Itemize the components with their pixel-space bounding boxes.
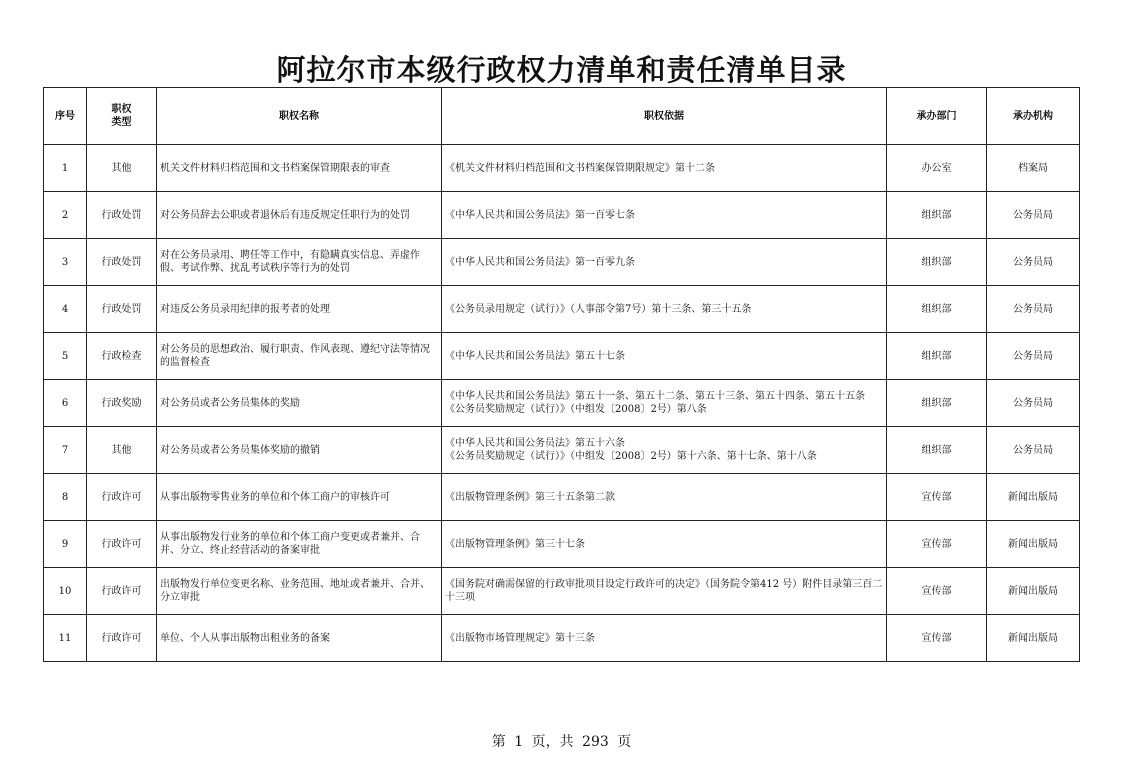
cell-type: 行政处罚	[87, 192, 157, 239]
table-row	[44, 145, 1080, 192]
power-list-table	[43, 87, 1080, 662]
cell-name: 对在公务员录用、聘任等工作中，有隐瞒真实信息、弄虚作假、考试作弊、扰乱考试秩序等行为的处罚	[157, 239, 442, 286]
cell-basis: 《中华人民共和国公务员法》第一百零九条	[442, 239, 887, 286]
cell-org: 公务员局	[987, 333, 1080, 380]
table-row	[44, 474, 1080, 521]
footer-prefix: 第	[491, 734, 506, 750]
cell-org: 公务员局	[987, 286, 1080, 333]
cell-basis: 《国务院对确需保留的行政审批项目设定行政许可的决定》（国务院令第412 号）附件目录第三百二十三项	[442, 568, 887, 615]
cell-type: 其他	[87, 145, 157, 192]
cell-type: 行政许可	[87, 474, 157, 521]
page-footer	[0, 731, 1123, 751]
header-type: 职权 类型	[87, 88, 157, 145]
cell-org: 公务员局	[987, 427, 1080, 474]
header-name: 职权名称	[157, 88, 442, 145]
page-title: 阿拉尔市本级行政权力清单和责任清单目录	[276, 53, 847, 87]
cell-name: 机关文件材料归档范围和文书档案保管期限表的审查	[157, 145, 442, 192]
cell-name: 出版物发行单位变更名称、业务范围、地址或者兼并、合并、分立审批	[157, 568, 442, 615]
cell-seq: 10	[44, 568, 87, 615]
table-row	[44, 521, 1080, 568]
cell-basis: 《中华人民共和国公务员法》第五十六条 《公务员奖励规定（试行）》（中组发〔2008〕2号）第十六条、第十七条、第十八条	[442, 427, 887, 474]
cell-type: 行政检查	[87, 333, 157, 380]
table-row	[44, 380, 1080, 427]
cell-seq: 8	[44, 474, 87, 521]
cell-name: 从事出版物发行业务的单位和个体工商户变更或者兼并、合并、分立、终止经营活动的备案审批	[157, 521, 442, 568]
cell-basis: 《出版物市场管理规定》第十三条	[442, 615, 887, 662]
cell-seq: 2	[44, 192, 87, 239]
cell-dept: 宣传部	[887, 568, 987, 615]
cell-dept: 宣传部	[887, 474, 987, 521]
cell-seq: 3	[44, 239, 87, 286]
cell-org: 档案局	[987, 145, 1080, 192]
cell-type: 其他	[87, 427, 157, 474]
table-header-row	[44, 88, 1080, 145]
cell-basis: 《机关文件材料归档范围和文书档案保管期限规定》第十二条	[442, 145, 887, 192]
cell-dept: 办公室	[887, 145, 987, 192]
cell-seq: 7	[44, 427, 87, 474]
footer-mid: 页，共	[531, 734, 574, 750]
cell-dept: 组织部	[887, 427, 987, 474]
cell-name: 对公务员或者公务员集体奖励的撤销	[157, 427, 442, 474]
cell-dept: 组织部	[887, 239, 987, 286]
table-row	[44, 568, 1080, 615]
cell-name: 单位、个人从事出版物出租业务的备案	[157, 615, 442, 662]
cell-type: 行政许可	[87, 568, 157, 615]
cell-seq: 4	[44, 286, 87, 333]
cell-basis: 《公务员录用规定（试行）》（人事部令第7号）第十三条、第三十五条	[442, 286, 887, 333]
cell-type: 行政处罚	[87, 239, 157, 286]
cell-org: 新闻出版局	[987, 568, 1080, 615]
cell-dept: 组织部	[887, 333, 987, 380]
cell-type: 行政许可	[87, 521, 157, 568]
cell-seq: 6	[44, 380, 87, 427]
cell-dept: 宣传部	[887, 615, 987, 662]
table-row	[44, 427, 1080, 474]
cell-basis: 《中华人民共和国公务员法》第五十一条、第五十二条、第五十三条、第五十四条、第五十五条 《公务员奖励规定（试行）》（中组发〔2008〕2号）第八条	[442, 380, 887, 427]
cell-basis: 《出版物管理条例》第三十七条	[442, 521, 887, 568]
cell-type: 行政处罚	[87, 286, 157, 333]
cell-name: 对公务员或者公务员集体的奖励	[157, 380, 442, 427]
table-row	[44, 239, 1080, 286]
table-row	[44, 615, 1080, 662]
cell-seq: 5	[44, 333, 87, 380]
cell-dept: 组织部	[887, 286, 987, 333]
cell-dept: 宣传部	[887, 521, 987, 568]
footer-page-number: 1	[514, 734, 524, 750]
cell-name: 对公务员的思想政治、履行职责、作风表现、遵纪守法等情况的监督检查	[157, 333, 442, 380]
cell-org: 公务员局	[987, 192, 1080, 239]
cell-basis: 《中华人民共和国公务员法》第一百零七条	[442, 192, 887, 239]
table-row	[44, 333, 1080, 380]
cell-basis: 《中华人民共和国公务员法》第五十七条	[442, 333, 887, 380]
cell-type: 行政奖励	[87, 380, 157, 427]
cell-org: 公务员局	[987, 380, 1080, 427]
cell-basis: 《出版物管理条例》第三十五条第二款	[442, 474, 887, 521]
header-dept: 承办部门	[887, 88, 987, 145]
cell-seq: 1	[44, 145, 87, 192]
header-seq: 序号	[44, 88, 87, 145]
footer-total-pages: 293	[582, 734, 609, 750]
table-row	[44, 286, 1080, 333]
cell-org: 新闻出版局	[987, 521, 1080, 568]
cell-org: 新闻出版局	[987, 615, 1080, 662]
cell-name: 从事出版物零售业务的单位和个体工商户的审核许可	[157, 474, 442, 521]
header-basis: 职权依据	[442, 88, 887, 145]
cell-name: 对违反公务员录用纪律的报考者的处理	[157, 286, 442, 333]
cell-org: 公务员局	[987, 239, 1080, 286]
cell-type: 行政许可	[87, 615, 157, 662]
cell-seq: 11	[44, 615, 87, 662]
header-org: 承办机构	[987, 88, 1080, 145]
footer-suffix: 页	[617, 734, 632, 750]
cell-org: 新闻出版局	[987, 474, 1080, 521]
cell-dept: 组织部	[887, 380, 987, 427]
cell-seq: 9	[44, 521, 87, 568]
cell-dept: 组织部	[887, 192, 987, 239]
cell-name: 对公务员辞去公职或者退休后有违反规定任职行为的处罚	[157, 192, 442, 239]
table-row	[44, 192, 1080, 239]
